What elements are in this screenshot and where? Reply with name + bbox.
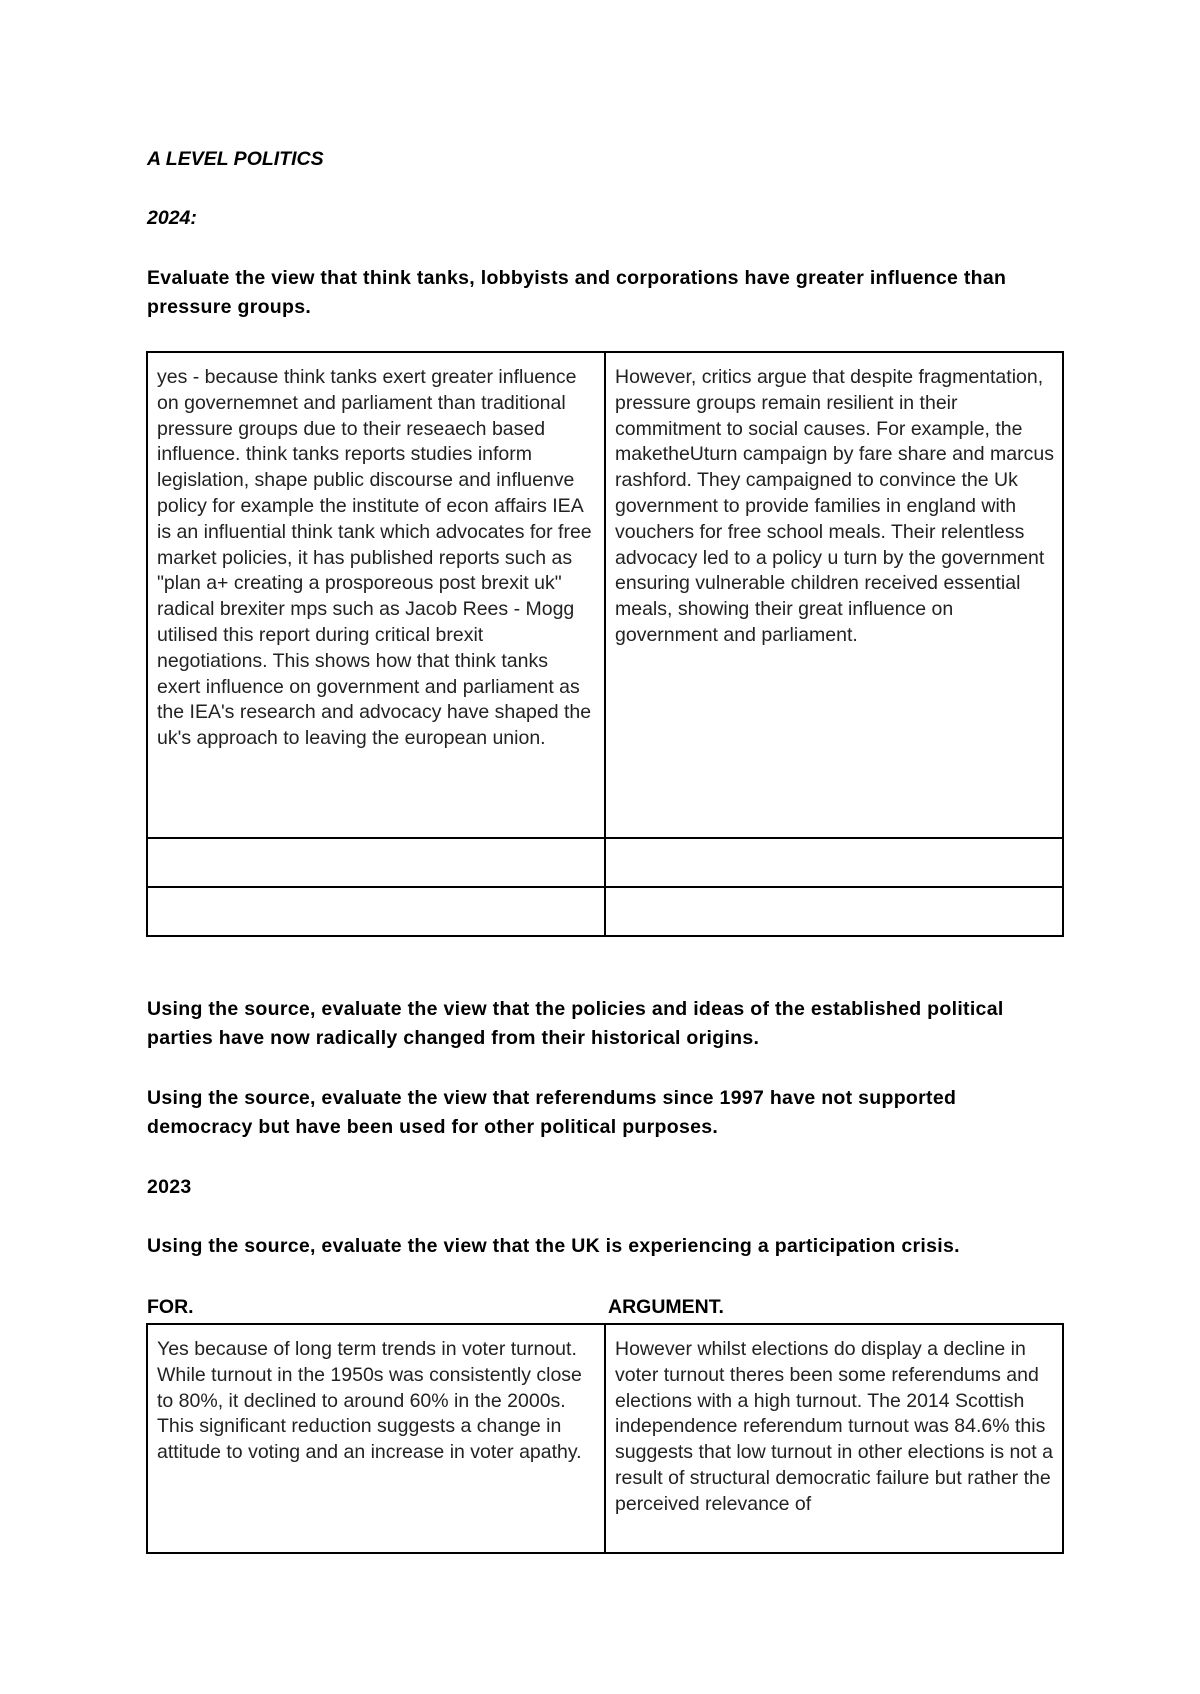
empty-cell (605, 887, 1063, 936)
for-argument-text: yes - because think tanks exert greater influence on governemnet and parliament than traditional pressure groups due to their reseaech based influence. think tanks reports studies inform legislation, shape public discourse and influenve policy for example the institute of econ affairs IEA is an influential think tank which advocates for free market policies, it has published reports such as "plan a+ creating a prosporeous post brexit uk" radical brexiter mps such as Jacob Rees - Mogg utilised this report during critical brexit negotiations. This shows how that think tanks exert influence on government and parliament as the IEA's research and advocacy have shaped the uk's approach to leaving the european union. (157, 366, 592, 750)
against-argument-text: However, critics argue that despite fragmentation, pressure groups remain resilient in their commitment to social causes. For example, the maketheUturn campaign by fare share and marcus rashford. They campaigned to convince the Uk government to provide families in england with vouchers for free school meals. Their relentless advocacy led to a policy u turn by the government ensuring vulnerable children received essential meals, showing their great influence on government and parliament. (615, 366, 1054, 646)
empty-cell (605, 838, 1063, 887)
table-cell-against (605, 1324, 1063, 1553)
year-2024-heading: 2024: (147, 207, 197, 229)
question-referendums: Using the source, evaluate the view that referendums since 1997 have not supported democracy but have been used for other political purposes. (147, 1087, 957, 1138)
year-2023-heading: 2023 (147, 1176, 192, 1198)
table-cell-for (147, 1324, 605, 1553)
table-cell-for (147, 352, 605, 838)
answer-table-2023 (146, 1323, 1064, 1554)
column-header-argument: ARGUMENT. (608, 1296, 724, 1318)
column-header-for: FOR. (147, 1296, 194, 1318)
against-argument-text: However whilst elections do display a decline in voter turnout theres been some referendums and elections with a high turnout. The 2014 Scottish independence referendum turnout was 84.6% this suggests that low turnout in other elections is not a result of structural democratic failure but rather the perceived relevance of (615, 1338, 1053, 1515)
table-cell-against (605, 352, 1063, 838)
doc-title: A LEVEL POLITICS (147, 148, 324, 170)
empty-cell (147, 887, 605, 936)
question-party-policies: Using the source, evaluate the view that the policies and ideas of the established political parties have now radically changed from their historical origins. (147, 998, 1004, 1049)
question-2024-think-tanks: Evaluate the view that think tanks, lobbyists and corporations have greater influence than pressure groups. (147, 267, 1007, 318)
for-argument-text: Yes because of long term trends in voter turnout. While turnout in the 1950s was consistently close to 80%, it declined to around 60% in the 2000s. This significant reduction suggests a change in attitude to voting and an increase in voter apathy. (157, 1338, 582, 1464)
answer-table-2024 (146, 351, 1064, 937)
question-participation-crisis: Using the source, evaluate the view that the UK is experiencing a participation crisis. (147, 1235, 960, 1257)
empty-cell (147, 838, 605, 887)
